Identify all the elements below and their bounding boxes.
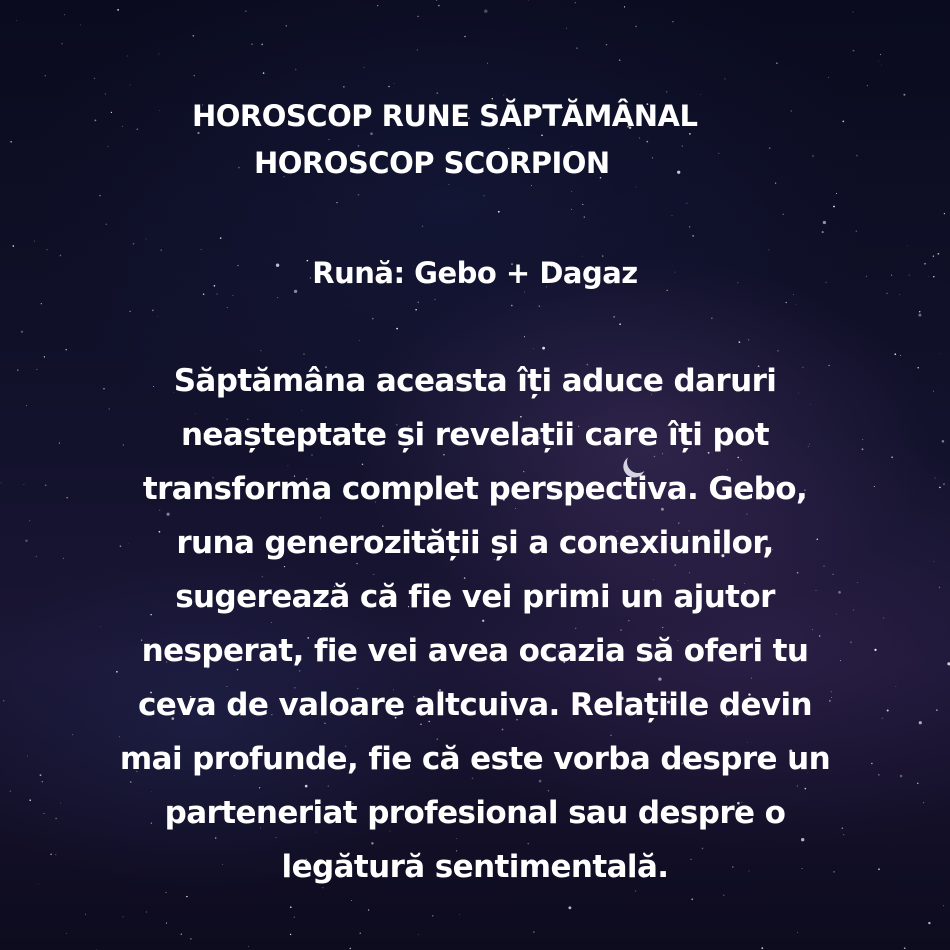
body-line: nesperat, fie vei avea ocazia să oferi tu — [141, 633, 809, 669]
body-line: parteneriat profesional sau despre o — [164, 795, 786, 831]
body-line: Săptămâna aceasta îți aduce daruri — [173, 363, 777, 399]
body-line: ceva de valoare altcuiva. Relațiile devin — [137, 687, 812, 723]
body-line: legătură sentimentală. — [281, 849, 669, 885]
body-line: mai profunde, fie că este vorba despre un — [119, 741, 831, 777]
body-line: sugerează că fie vei primi un ajutor — [175, 579, 775, 615]
body-line: neașteptate și revelații care îți pot — [180, 417, 770, 453]
rune-label: Rună: Gebo + Dagaz — [312, 256, 638, 290]
page-title: HOROSCOP RUNE SĂPTĂMÂNAL — [192, 99, 698, 133]
horoscope-body — [40, 354, 910, 894]
page-subtitle: HOROSCOP SCORPION — [254, 146, 610, 180]
body-line: runa generozității și a conexiunilor, — [176, 525, 774, 561]
body-line: transforma complet perspectiva. Gebo, — [142, 471, 808, 507]
